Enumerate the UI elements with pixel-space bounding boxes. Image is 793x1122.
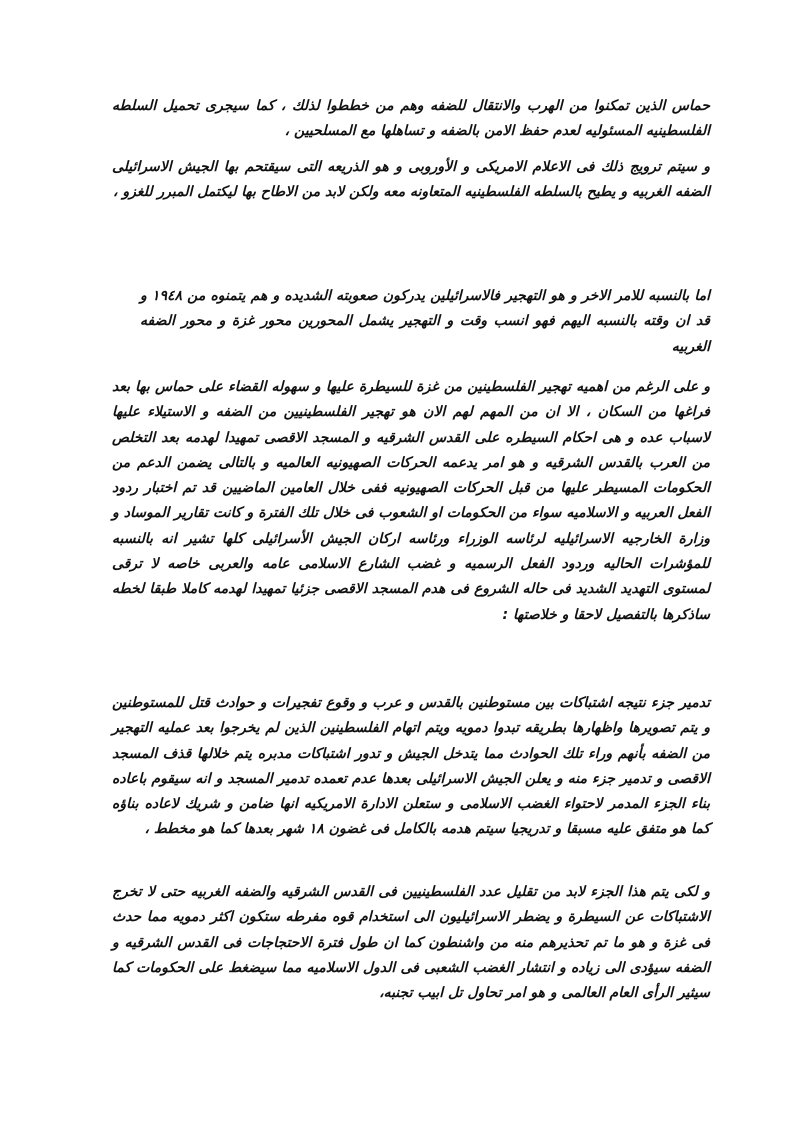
paragraph-3: اما بالنسبه للامر الاخر و هو التهجير فالاسرائيلين يدركون صعوبته الشديده و هم يتمنوه من ١٩٤٨ و قد ان وقته بالنسبه اليهم فهو انسب وقت و التهجير يشمل المحورين محور غزة و محور الضفه الغربيه <box>140 288 710 355</box>
paragraph-1: حماس الذين تمكنوا من الهرب والانتقال للضفه وهم من خططوا لذلك ، كما سيجرى تحميل السلطه الفلسطينيه المسئوليه لعدم حفظ الامن بالضفه و تساهلها مع المسلحيين ، <box>112 98 710 140</box>
paragraph-5: تدمير جزء نتيجه اشتباكات بين مستوطنين بالقدس و عرب و وقوع تفجيرات و حوادث قتل للمستوطنين و يتم تصويرها واظهارها بطريقه تبدوا دمويه ويتم اتهام الفلسطينين الذين لم يخرجوا بعد عمليه التهجير من الضفه بأنهم وراء تلك الحوادث مما يتدخل الجيش و تدور اشتباكات مدبره يتم خلالها قذف المسجد الاقصى و تدمير جزء منه و يعلن الجيش الاسرائيلى بعدها عدم تعمده تدمير المسجد و انه سيقوم باعاده بناء الجزء المدمر لاحتواء الغضب الاسلامى و ستعلن الادارة الامريكيه انها ضامن و شريك لاعاده بناؤه كما هو متفق عليه مسبقا و تدريجيا سيتم هدمه بالكامل فى غضون ١٨ شهر بعدها كما هو مخطط ، <box>112 695 710 838</box>
paragraph-4: و على الرغم من اهميه تهجير الفلسطينين من غزة للسيطرة عليها و سهوله القضاء على حماس بها بعد فراغها من السكان ، الا ان من المهم لهم الان هو تهجير الفلسطينيين من الضفه و الاستيلاء عليها لاسباب عده و هى احكام السيطره على القدس الشرقيه و المسجد الاقصى تمهيدا لهدمه بعد التخلص من العرب بالقدس الشرقيه و هو امر يدعمه الحركات الصهيونيه العالميه و بالتالى يضمن الدعم من الحكومات المسيطر عليها من قبل الحركات الصهيونيه ففى خلال العامين الماضيين قد تم اختبار ردود الفعل العربيه و الاسلاميه سواء من الحكومات او الشعوب فى خلال تلك الفترة و كانت تقارير الموساد و وزارة الخارجيه الاسرائيليه لرئاسه الوزراء ورئاسه اركان الجيش الأسرائيلى كلها تشير انه بالنسبه للمؤشرات الحاليه وردود الفعل الرسميه و غضب الشارع الاسلامى عامه والعربى خاصه لا ترقى لمستوى التهديد الشديد فى حاله الشروع فى هدم المسجد الاقصى جزئيا تمهيدا لهدمه كاملا طبقا لخطه ساذكرها بالتفصيل لاحقا و خلاصتها : <box>112 379 710 623</box>
paragraph-2: و سيتم ترويج ذلك فى الاعلام الامريكى و الأوروبى و هو الذريعه التى سيقتحم بها الجيش الاسرائيلى الضفه الغربيه و يطيح بالسلطه الفلسطينيه المتعاونه معه ولكن لابد من الاطاح بها ليكتمل المبرر للغزو ، <box>112 159 710 201</box>
paragraph-6: و لكى يتم هذا الجزء لابد من تقليل عدد الفلسطينيين فى القدس الشرقيه والضفه الغربيه حتى لا تخرج الاشتباكات عن السيطرة و يضطر الاسرائيليون الى استخدام قوه مفرطه ستكون اكثر دمويه مما حدث فى غزة و هو ما تم تحذيرهم منه من واشنطون كما ان طول فترة الاحتجاجات فى القدس الشرقيه و الضفه سيؤدى الى زياده و انتشار الغضب الشعبى فى الدول الاسلاميه مما سيضغط على الحكومات كما سيثير الرأى العام العالمى و هو امر تحاول تل ابيب تجنبه، <box>112 884 710 1002</box>
